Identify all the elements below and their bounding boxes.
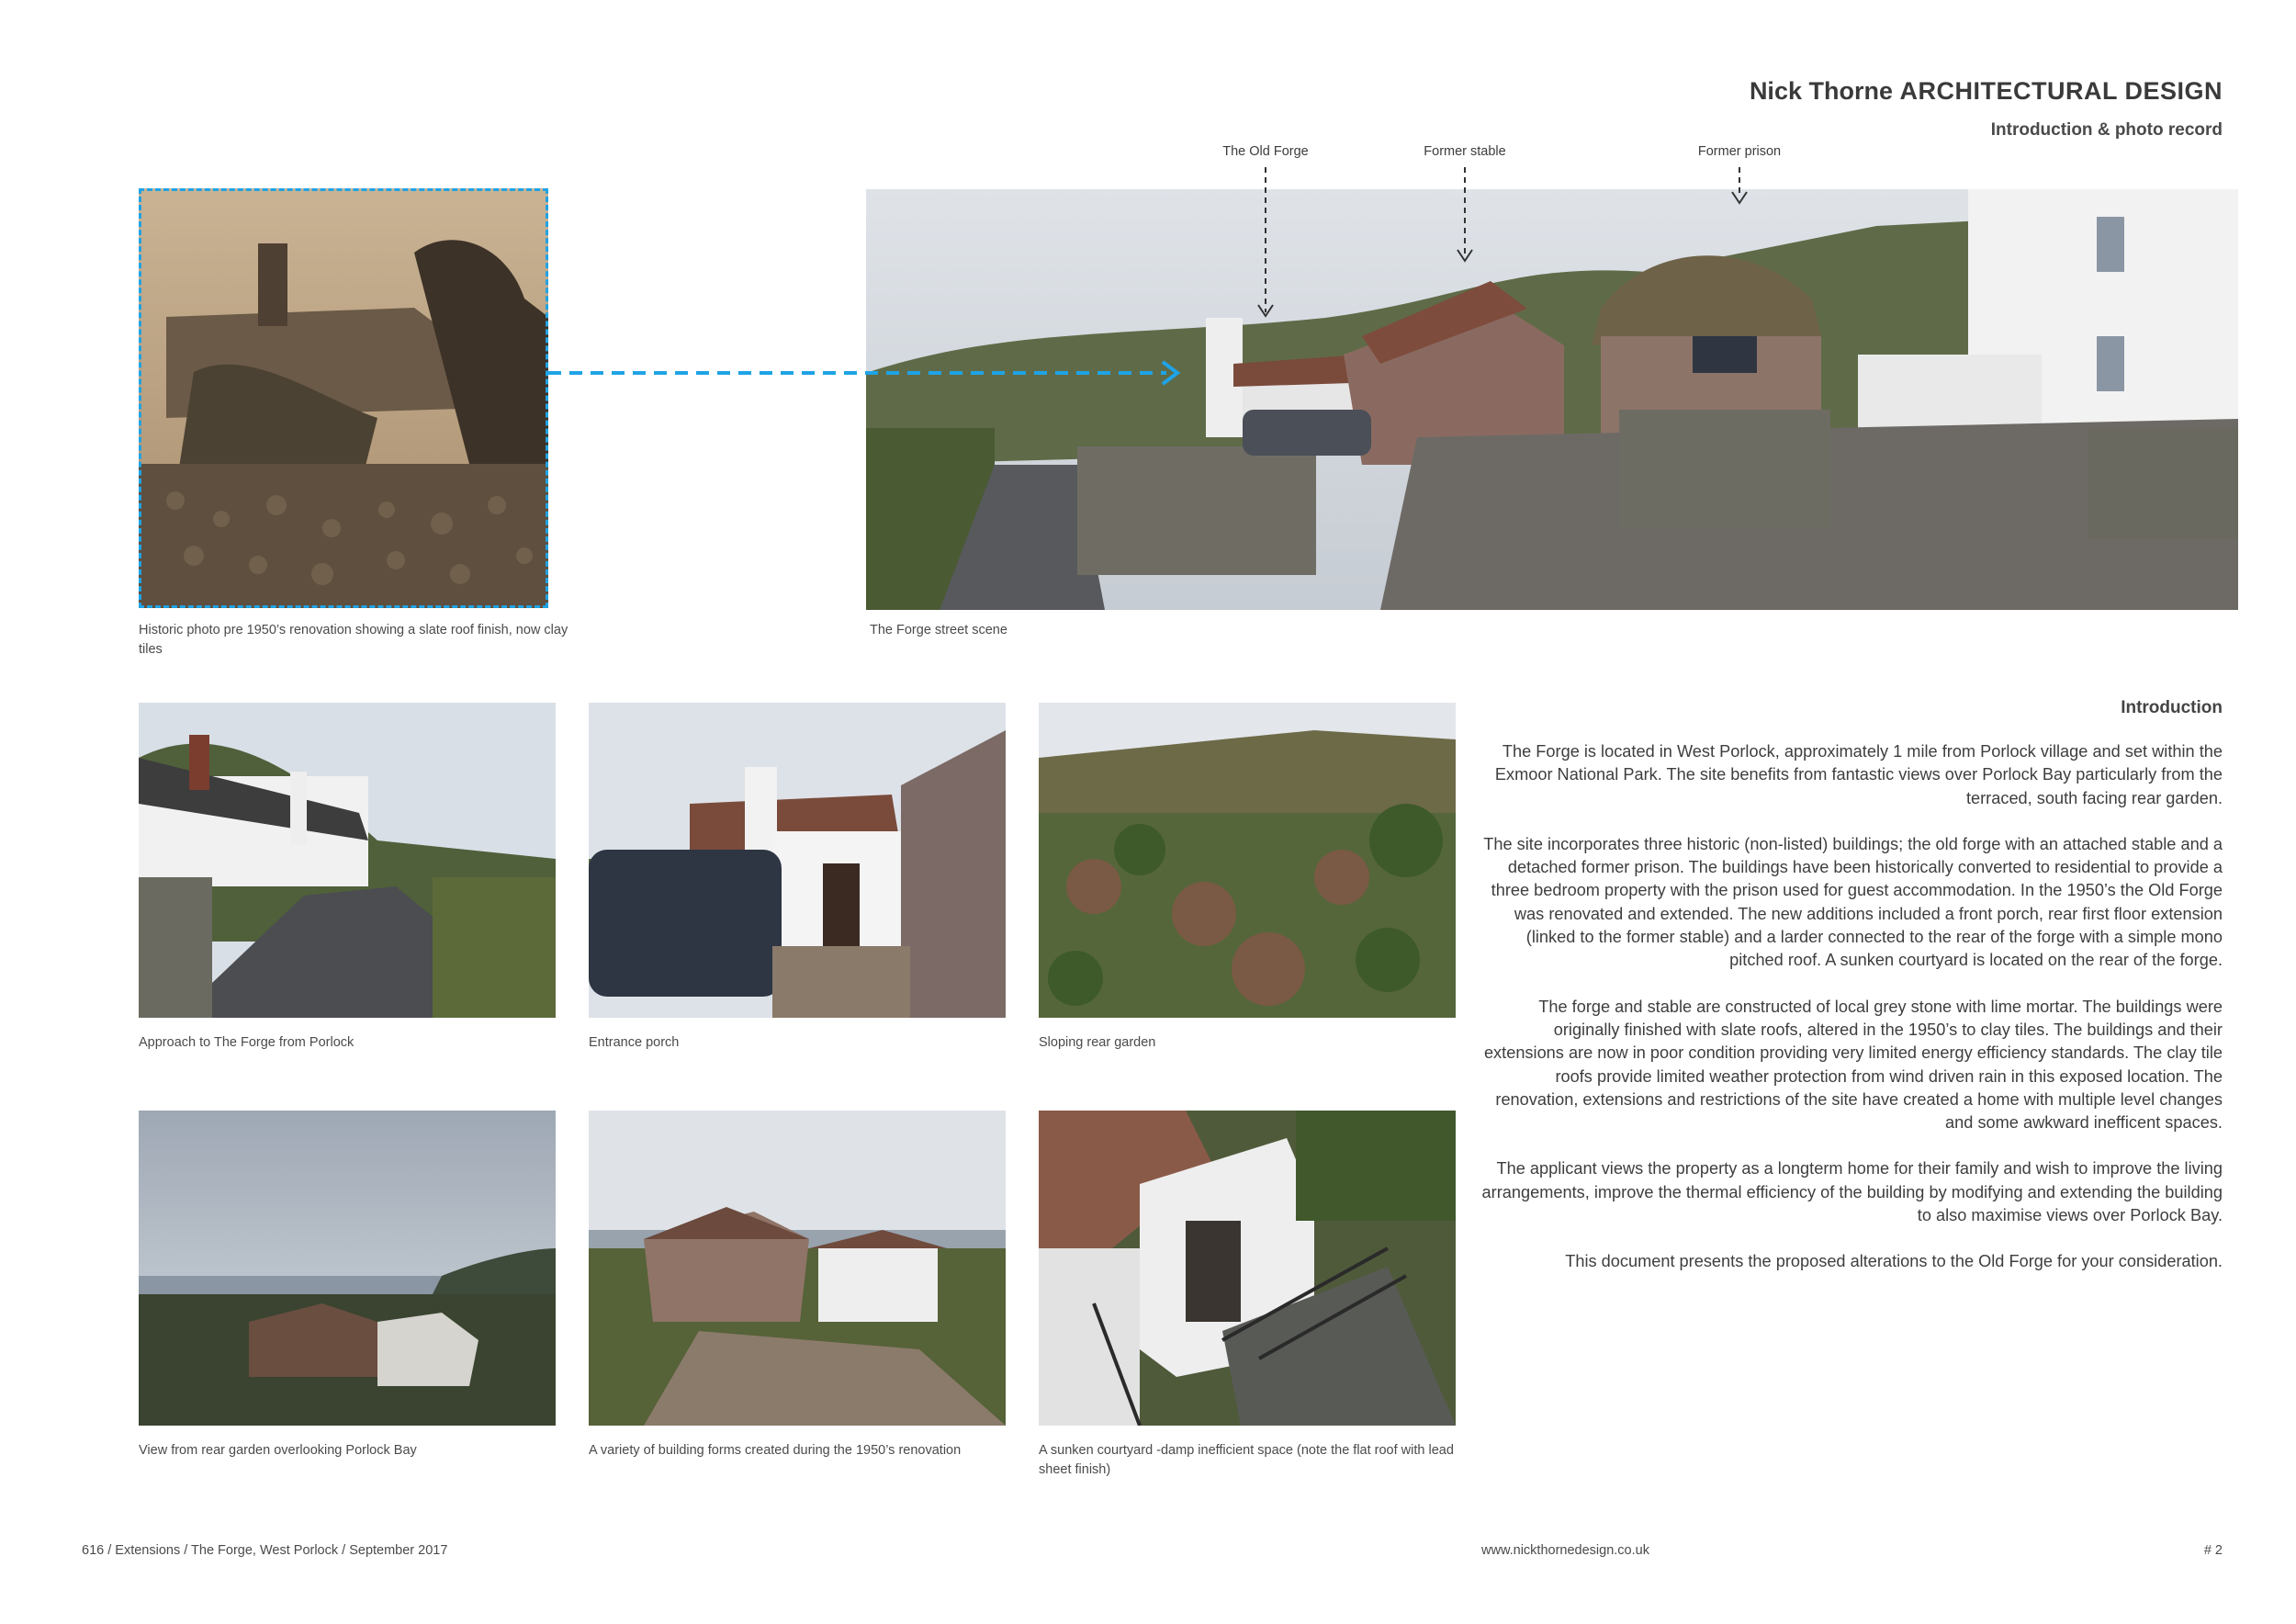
porch-photo <box>589 703 1006 1018</box>
building-forms-photo <box>589 1111 1006 1426</box>
approach-photo <box>139 703 556 1018</box>
garden-photo <box>1039 703 1456 1018</box>
footer-project: 616 / Extensions / The Forge, West Porlock / September 2017 <box>82 1543 448 1558</box>
approach-caption: Approach to The Forge from Porlock <box>139 1035 355 1050</box>
callout-former-prison: Former prison <box>1697 144 1782 159</box>
historic-photo-caption: Historic photo pre 1950’s renovation showing a slate roof finish, now clay tiles <box>139 623 568 657</box>
courtyard-caption: A sunken courtyard -damp inefficient space (note the flat roof with lead sheet finish) <box>1039 1443 1454 1477</box>
bay-view-caption: View from rear garden overlooking Porlock Bay <box>139 1443 417 1458</box>
courtyard-photo <box>1039 1111 1456 1426</box>
porch-caption: Entrance porch <box>589 1035 680 1050</box>
brand-suffix: ARCHITECTURAL DESIGN <box>1899 77 2223 105</box>
building-forms-caption: A variety of building forms created during the 1950’s renovation <box>589 1443 962 1458</box>
callout-old-forge: The Old Forge <box>1222 144 1309 159</box>
footer-website-link[interactable]: www.nickthornedesign.co.uk <box>1481 1543 1649 1558</box>
page-number: # 2 <box>2203 1543 2223 1558</box>
callout-former-stable: Former stable <box>1424 144 1506 159</box>
page-subtitle: Introduction & photo record <box>1990 120 2223 140</box>
intro-paragraph: The applicant views the property as a longterm home for their family and wish to improve the living arrangements, improve the thermal efficiency of the building by modifying and extending the building to also maximise views over Porlock Bay. <box>1481 1159 2223 1225</box>
brand-title <box>1750 77 2223 106</box>
intro-paragraph: This document presents the proposed alterations to the Old Forge for your consideration. <box>1565 1252 2223 1271</box>
bay-view-photo <box>139 1111 556 1426</box>
garden-caption: Sloping rear garden <box>1039 1035 1156 1050</box>
intro-heading: Introduction <box>2121 698 2223 717</box>
street-scene-photo <box>866 189 2238 610</box>
intro-paragraph: The site incorporates three historic (non-listed) buildings; the old forge with an attached stable and a detached former prison. The buildings have been historically converted to residential to provide a three bedroom property with the prison used for guest accommodation. In the 1950’s the Old Forge was renovated and extended. The new additions included a front porch, rear first floor extension (linked to the former stable) and a larder connected to the rear of the forge with a simple mono pitched roof. A sunken courtyard is located on the rear of the forge. <box>1483 834 2223 970</box>
intro-paragraph: The forge and stable are constructed of local grey stone with lime mortar. The buildings were originally finished with slate roofs, altered in the 1950’s to clay tiles. The buildings and their extensions are now in poor condition providing very limited energy efficiency standards. The clay tile roofs provide limited weather protection from wind driven rain in this exposed location. The renovation, extensions and restrictions of the site have created a home with multiple level changes and some awkward inefficent spaces. <box>1483 997 2223 1133</box>
intro-paragraph: The Forge is located in West Porlock, approximately 1 mile from Porlock village and set within the Exmoor National Park. The site benefits from fantastic views over Porlock Bay particularly from the terraced, south facing rear garden. <box>1494 742 2223 807</box>
intro-body <box>1469 740 2223 1297</box>
highlight-frame <box>139 188 548 608</box>
brand-name: Nick Thorne <box>1749 77 1893 105</box>
street-scene-caption: The Forge street scene <box>870 623 1007 637</box>
